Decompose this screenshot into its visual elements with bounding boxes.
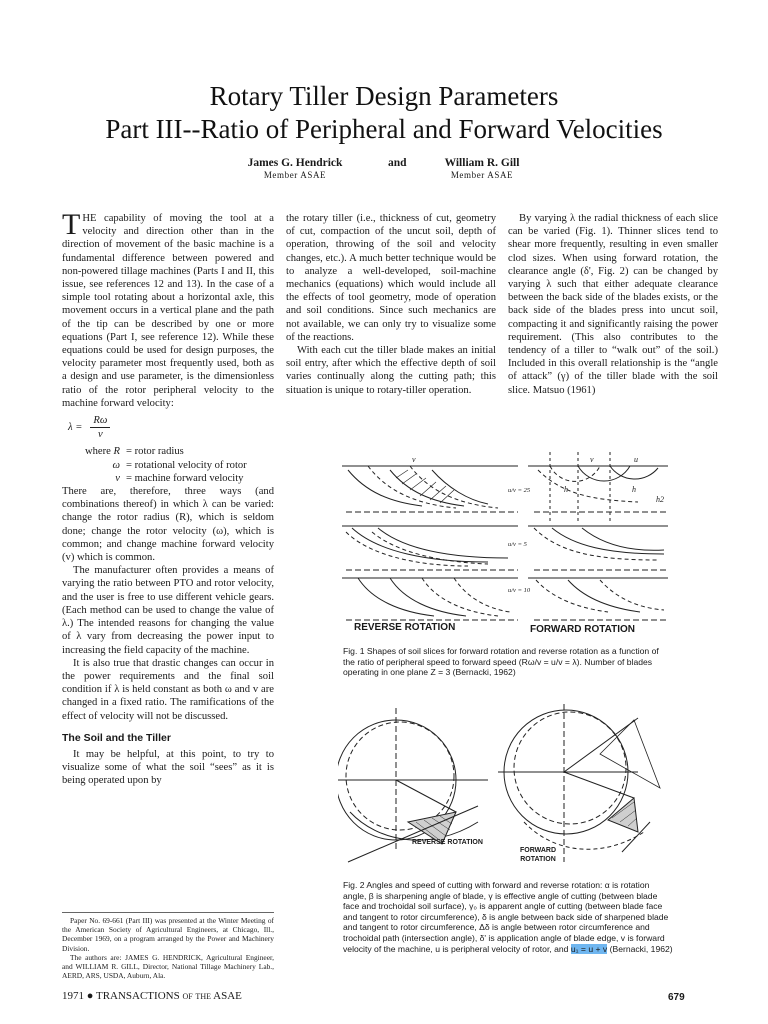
footer-year: 1971	[62, 990, 84, 1002]
col1-para-5: It may be helpful, at this point, to try to visualize some of what the soil “sees” as it is being operated upon by	[62, 748, 274, 787]
col2-para-1: the rotary tiller (i.e., thickness of cut, geometry of cut, compaction of the uncut soil, depth of operation, throwing of the soil and velocity changes, etc.). A much better technique would be to analyze a well-developed, soil-machine mechanics (equations) which would include all the effects of tool geometry, mode of operation and soil conditions. Since such mechanics are not available, we can only try to visualize some of the reactions.	[286, 213, 496, 343]
author-1	[220, 157, 370, 180]
fig2-label-forward: FORWARD ROTATION	[519, 847, 557, 863]
fig1-mark: v	[590, 455, 594, 464]
author-2-membership: Member ASAE	[450, 170, 514, 180]
footer-bullet: ●	[86, 990, 94, 1002]
figure-2	[338, 702, 670, 872]
footer-journal-b: of the	[182, 990, 211, 1002]
figure-2-caption	[343, 880, 673, 954]
fig1-mark: h	[632, 485, 636, 494]
col2-para-2: With each cut the tiller blade makes an initial soil entry, after which the effective depth of soil varies continually along the cutting path; this situation is unique to rotary-tiller operation.	[286, 345, 496, 396]
fig1-row-label: u/v = 25	[508, 487, 531, 494]
col1-para-1	[62, 208, 274, 410]
author-2	[412, 157, 552, 180]
figure-2-drawing	[338, 702, 670, 872]
column-1	[62, 208, 274, 788]
fig1-mark: h	[564, 485, 568, 494]
fig1-mark: v	[412, 455, 416, 464]
fig1-row-label: u/v = 10	[508, 587, 531, 594]
equation-fraction	[90, 414, 110, 441]
section-heading: The Soil and the Tiller	[62, 731, 171, 744]
fig2-caption-tail: (Bernacki, 1962)	[609, 943, 673, 954]
author-and: and	[388, 157, 407, 169]
col1-para-3: The manufacturer often provides a means of varying the ratio between PTO and rotor velocity, and the user is free to use different vehicle gears. (Each method can be used to change the value of λ.) The intended reasons for changing the value of λ vary from decreasing the power input to increasing the field capacity of the machine.	[62, 565, 274, 656]
fig2-label-reverse: REVERSE ROTATION	[412, 839, 483, 846]
footnote-para-2: The authors are: JAMES G. HENDRICK, Agricultural Engineer, and WILLIAM R. GILL, Director, National Tillage Machinery Lab., AERD, ARS, USDA, Auburn, Ala.	[62, 952, 274, 981]
where-item: where R = rotor radius	[84, 446, 184, 458]
where-item: ω = rotational velocity of rotor	[112, 459, 247, 471]
column-2	[286, 212, 496, 397]
fig1-label-forward: FORWARD ROTATION	[530, 624, 635, 635]
fig2-caption-highlight: u₁ = u + v	[570, 943, 608, 954]
equation-numerator: Rω	[90, 414, 110, 428]
fig1-row-label: u/v = 5	[508, 541, 527, 548]
author-1-name: James G. Hendrick	[247, 157, 343, 169]
author-2-name: William R. Gill	[444, 157, 520, 169]
where-list	[62, 445, 274, 485]
where-item: v = machine forward velocity	[115, 472, 244, 484]
fig1-mark: h2	[656, 495, 664, 504]
equation-lhs: λ =	[68, 422, 83, 434]
equation-denominator: v	[98, 429, 103, 441]
lambda-equation	[68, 414, 274, 441]
figure-1-drawing	[338, 448, 670, 638]
running-footer	[62, 990, 242, 1002]
footnote	[62, 912, 274, 980]
fig1-label-reverse: REVERSE ROTATION	[354, 622, 456, 633]
column-3	[508, 212, 718, 397]
footnote-para-1: Paper No. 69-661 (Part III) was presented at the Winter Meeting of the American Society of Agricultural Engineers, at Chicago, Ill., December 1969, on a program arranged by the Power and Machinery Division.	[62, 916, 274, 953]
col1-para-4: It is also true that drastic changes can occur in the power requirements and the final soil condition if λ is held constant as both ω and v are changed in a fixed ratio. The ramifications of the effect of velocity will not be discussed.	[62, 657, 274, 722]
paper-title-line2: Part III--Ratio of Peripheral and Forward Velocities	[105, 114, 663, 144]
figure-1-caption: Fig. 1 Shapes of soil slices for forward rotation and reverse rotation as a function of the ratio of peripheral speed to forward speed (Rω/v = u/v = λ). Number of blades operating in one plane Z = 3 (Bernacki, 1962)	[343, 646, 659, 678]
figure-1	[338, 448, 670, 638]
col1-para-1-text: HE capability of moving the tool at a velocity and direction other than in the direction of movement of the basic machine is a fundamental difference between powered and non-powered tillage machines (Parts I and II, this issue, see references 12 and 13). In the case of a simple tool rotating about a horizontal axle, this movement occurs in a vertical plane and the path of the tip can be described by one or more equations (Part I, see reference 12). While these equations could be used for design purposes, the velocity parameter most frequently used, both as a design and use parameter, is the dimensionless ratio of the rotor peripheral velocity to the machine forward velocity:	[62, 213, 274, 409]
footer-journal-c: ASAE	[213, 990, 242, 1002]
paper-title-line1: Rotary Tiller Design Parameters	[209, 81, 559, 111]
col1-para-2: There are, therefore, three ways (and combinations thereof) in which λ can be varied: change the rotor radius (R), which is seldom done; change the rotor velocity (ω), which is common; and change machine forward velocity (v) which is common.	[62, 486, 274, 564]
drop-cap: T	[62, 208, 81, 241]
author-1-membership: Member ASAE	[263, 170, 327, 180]
fig1-mark: u	[634, 455, 638, 464]
fig2-caption-main: Fig. 2 Angles and speed of cutting with forward and reverse rotation: α is rotation angle, β is sharpening angle of blade, γ is effective angle of cutting (between blade face and trochoidal soil surface), γ₀ is apparent angle of cutting (between blade face and tangent to rotor circumference), δ is angle between back side of sharpened blade and tangent to rotor circumference, Δδ is angle between rotor circumference and trochoidal path (intersection angle), δ' is application angle of blade edge, v is forward velocity of the machine, u is peripheral velocity of rotor, and	[343, 880, 669, 954]
footer-journal-a: TRANSACTIONS	[95, 990, 180, 1002]
col3-para-1: By varying λ the radial thickness of each slice can be varied (Fig. 1). Thinner slices tend to shear more frequently, resulting in even smaller clod sizes. When using forward rotation, the clearance angle (δ', Fig. 2) can be changed by varying λ such that either adequate clearance between the back side of the blades exists, or the back side of the blades press into uncut soil, compacting it and significantly raising the power requirement. (This also contributes to the tendency of a tiller to “walk out” of the soil.) Included in this overall relationship is the “angle of attack” (γ) of the tiller blade with the soil slice. Matsuo (1961)	[508, 213, 718, 396]
page-number: 679	[668, 992, 685, 1003]
